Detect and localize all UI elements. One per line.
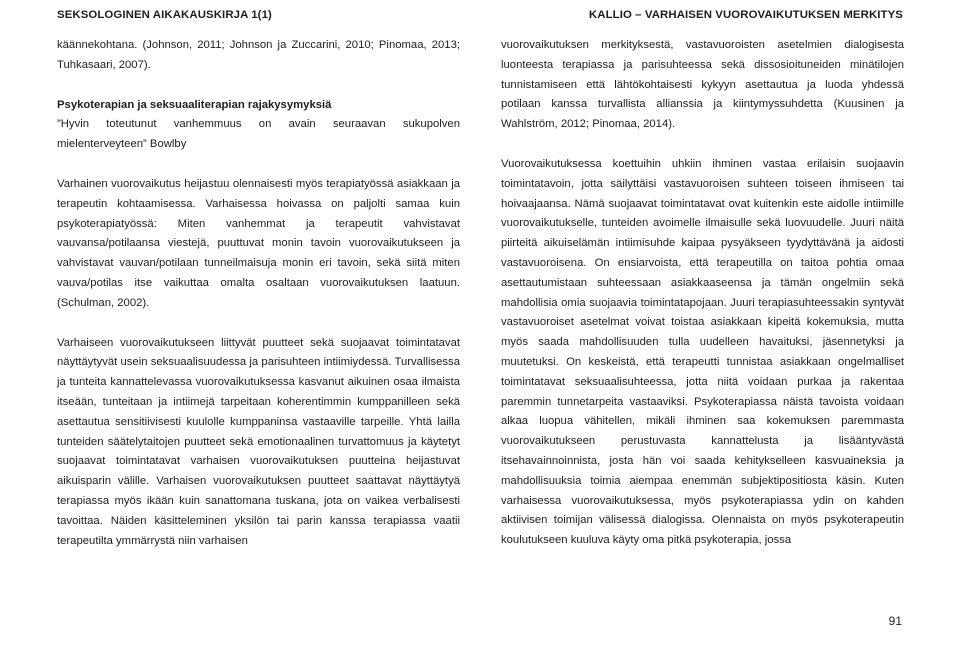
epigraph-quote: ”Hyvin toteutunut vanhemmuus on avain seuraavan sukupolven mielenterveyteen” Bowlby (57, 118, 460, 151)
paragraph: Varhainen vuorovaikutus heijastuu olennaisesti myös terapiatyössä asiakkaan ja terapeutin kohtaamisessa. Varhaisessa hoivassa on paljolti samaa kuin psykoterapiatyössä: Miten vanhemmat ja terapeutit vahvistavat vauvansa/potilaansa viestejä, puuttuvat monin tavoin vuorovaikutukseen ja vahvistavat vauvan/potilaan tunneilmaisuja monin eri tavoin, sekä siitä miten vauva/potilas itse vaikuttaa omalta osaltaan vuorovaikutuksen laatuun. (Schulman, 2002). (57, 177, 460, 309)
left-column (57, 36, 460, 551)
running-header-right: KALLIO – VARHAISEN VUOROVAIKUTUKSEN MERKITYS (588, 9, 903, 21)
running-header-left: SEKSOLOGINEN AIKAKAUSKIRJA 1(1) (57, 9, 272, 21)
page-number: 91 (888, 614, 902, 628)
section-heading: Psykoterapian ja seksuaaliterapian rajakysymyksiä (57, 98, 332, 111)
paragraph: Vuorovaikutuksessa koettuihin uhkiin ihminen vastaa erilaisin suojaavin toimintatavoin, jotta säilyttäisi vastavuoroisen suhteen toiseen ihmiseen tai hoivaajaansa. Nämä suojaavat toimintatavat ovat kuitenkin este aidolle intiimille vuorovaikutukselle, tunteiden avoimelle ilmaisulle sekä luovuudelle. Juuri näitä piirteitä aikuiselämän intiimisuhde kaipaa pysyäkseen tyydyttävänä ja aidosti vastavuoroisena. On ensiarvoista, että terapeutilla on taitoa pohtia omaa asettautumistaan suhteessaan asiakkaaseensa ja tämän ongelmiin sekä mahdollisia omia suojaavia toimintatapojaan. Juuri terapiasuhteessakin syntyvät vastavuoroiset asetelmat voivat toistaa asiakkaan kipeitä kokemuksia, mutta myös saada mahdollisuuden tulla uudelleen havaituksi, jäsennetyksi ja muutetuksi. On keskeistä, että terapeutti tunnistaa asiakkaan ongelmalliset toimintatavat seksuaalisuhteessa, jotta niitä voidaan purkaa ja rakentaa paremmin tunnetarpeita vastaaviksi. Psykoterapiassa näistä tavoista voidaan alkaa luopua vähitellen, mikäli ihminen saa kokemuksen paremmasta vuorovaikutukseen perustuvasta kannattelusta ja lisääntyvästä itsehavainnoinnista, josta hän voi saada kehitykselleen kasvuaineksia ja mahdollisuuksia toimia aiempaa enemmän subjektipositiosta käsin. Kuten varhaisessa vuorovaikutuksessa, myös psykoterapiassa ydin on kahden aktiivisen toimijan välisessä dialogissa. Olennaista on myös psykoterapeutin koulutukseen kuuluva käyty oma pitkä psykoterapia, jossa (501, 157, 904, 547)
paragraph: Varhaiseen vuorovaikutukseen liittyvät puutteet sekä suojaavat toimintatavat näyttäytyvät usein seksuaalisuudessa ja parisuhteen intiimiydessä. Turvallisessa ja tunteita kannattelevassa vuorovaikutuksessa kasvanut aikuinen osaa ilmaista itseään, tunteitaan ja intiimejä tarpeitaan koherentimmin kumppanilleen sekä asettautua sensitiivisesti kuulolle kumppaninsa vastaaville tarpeille. Yhtä lailla tunteiden säätelytaitojen puutteet sekä emotionaalinen turvattomuus ja käytetyt suojaavat toimintatavat varhaisen vuorovaikutuksen puutteina heijastuvat aikuisparin välille. Varhaisen vuorovaikutuksen puutteet saattavat näyttäytyä terapiassa myös ikään kuin sanattomana tuskana, jota on vaikea verbalisesti tavoittaa. Näiden käsitteleminen yksilön tai parin kanssa terapiassa vaatii terapeutilta ymmärrystä niin varhaisen (57, 336, 460, 547)
paragraph: vuorovaikutuksen merkityksestä, vastavuoroisten asetelmien dialogisesta luonteesta terapiassa ja parisuhteessa sekä dissosioituneiden minätilojen tunnistamiseen että lähtökohtaisesti kykyyn asettautua ja luoda yhdessä potilaan kanssa turvallista allianssia ja kiintymyssuhdetta (Kuusinen ja Wahlström, 2012; Pinomaa, 2014). (501, 39, 904, 131)
paragraph: käännekohtana. (Johnson, 2011; Johnson ja Zuccarini, 2010; Pinomaa, 2013; Tuhkasaari, 2007). (57, 39, 460, 71)
right-column (501, 36, 904, 551)
